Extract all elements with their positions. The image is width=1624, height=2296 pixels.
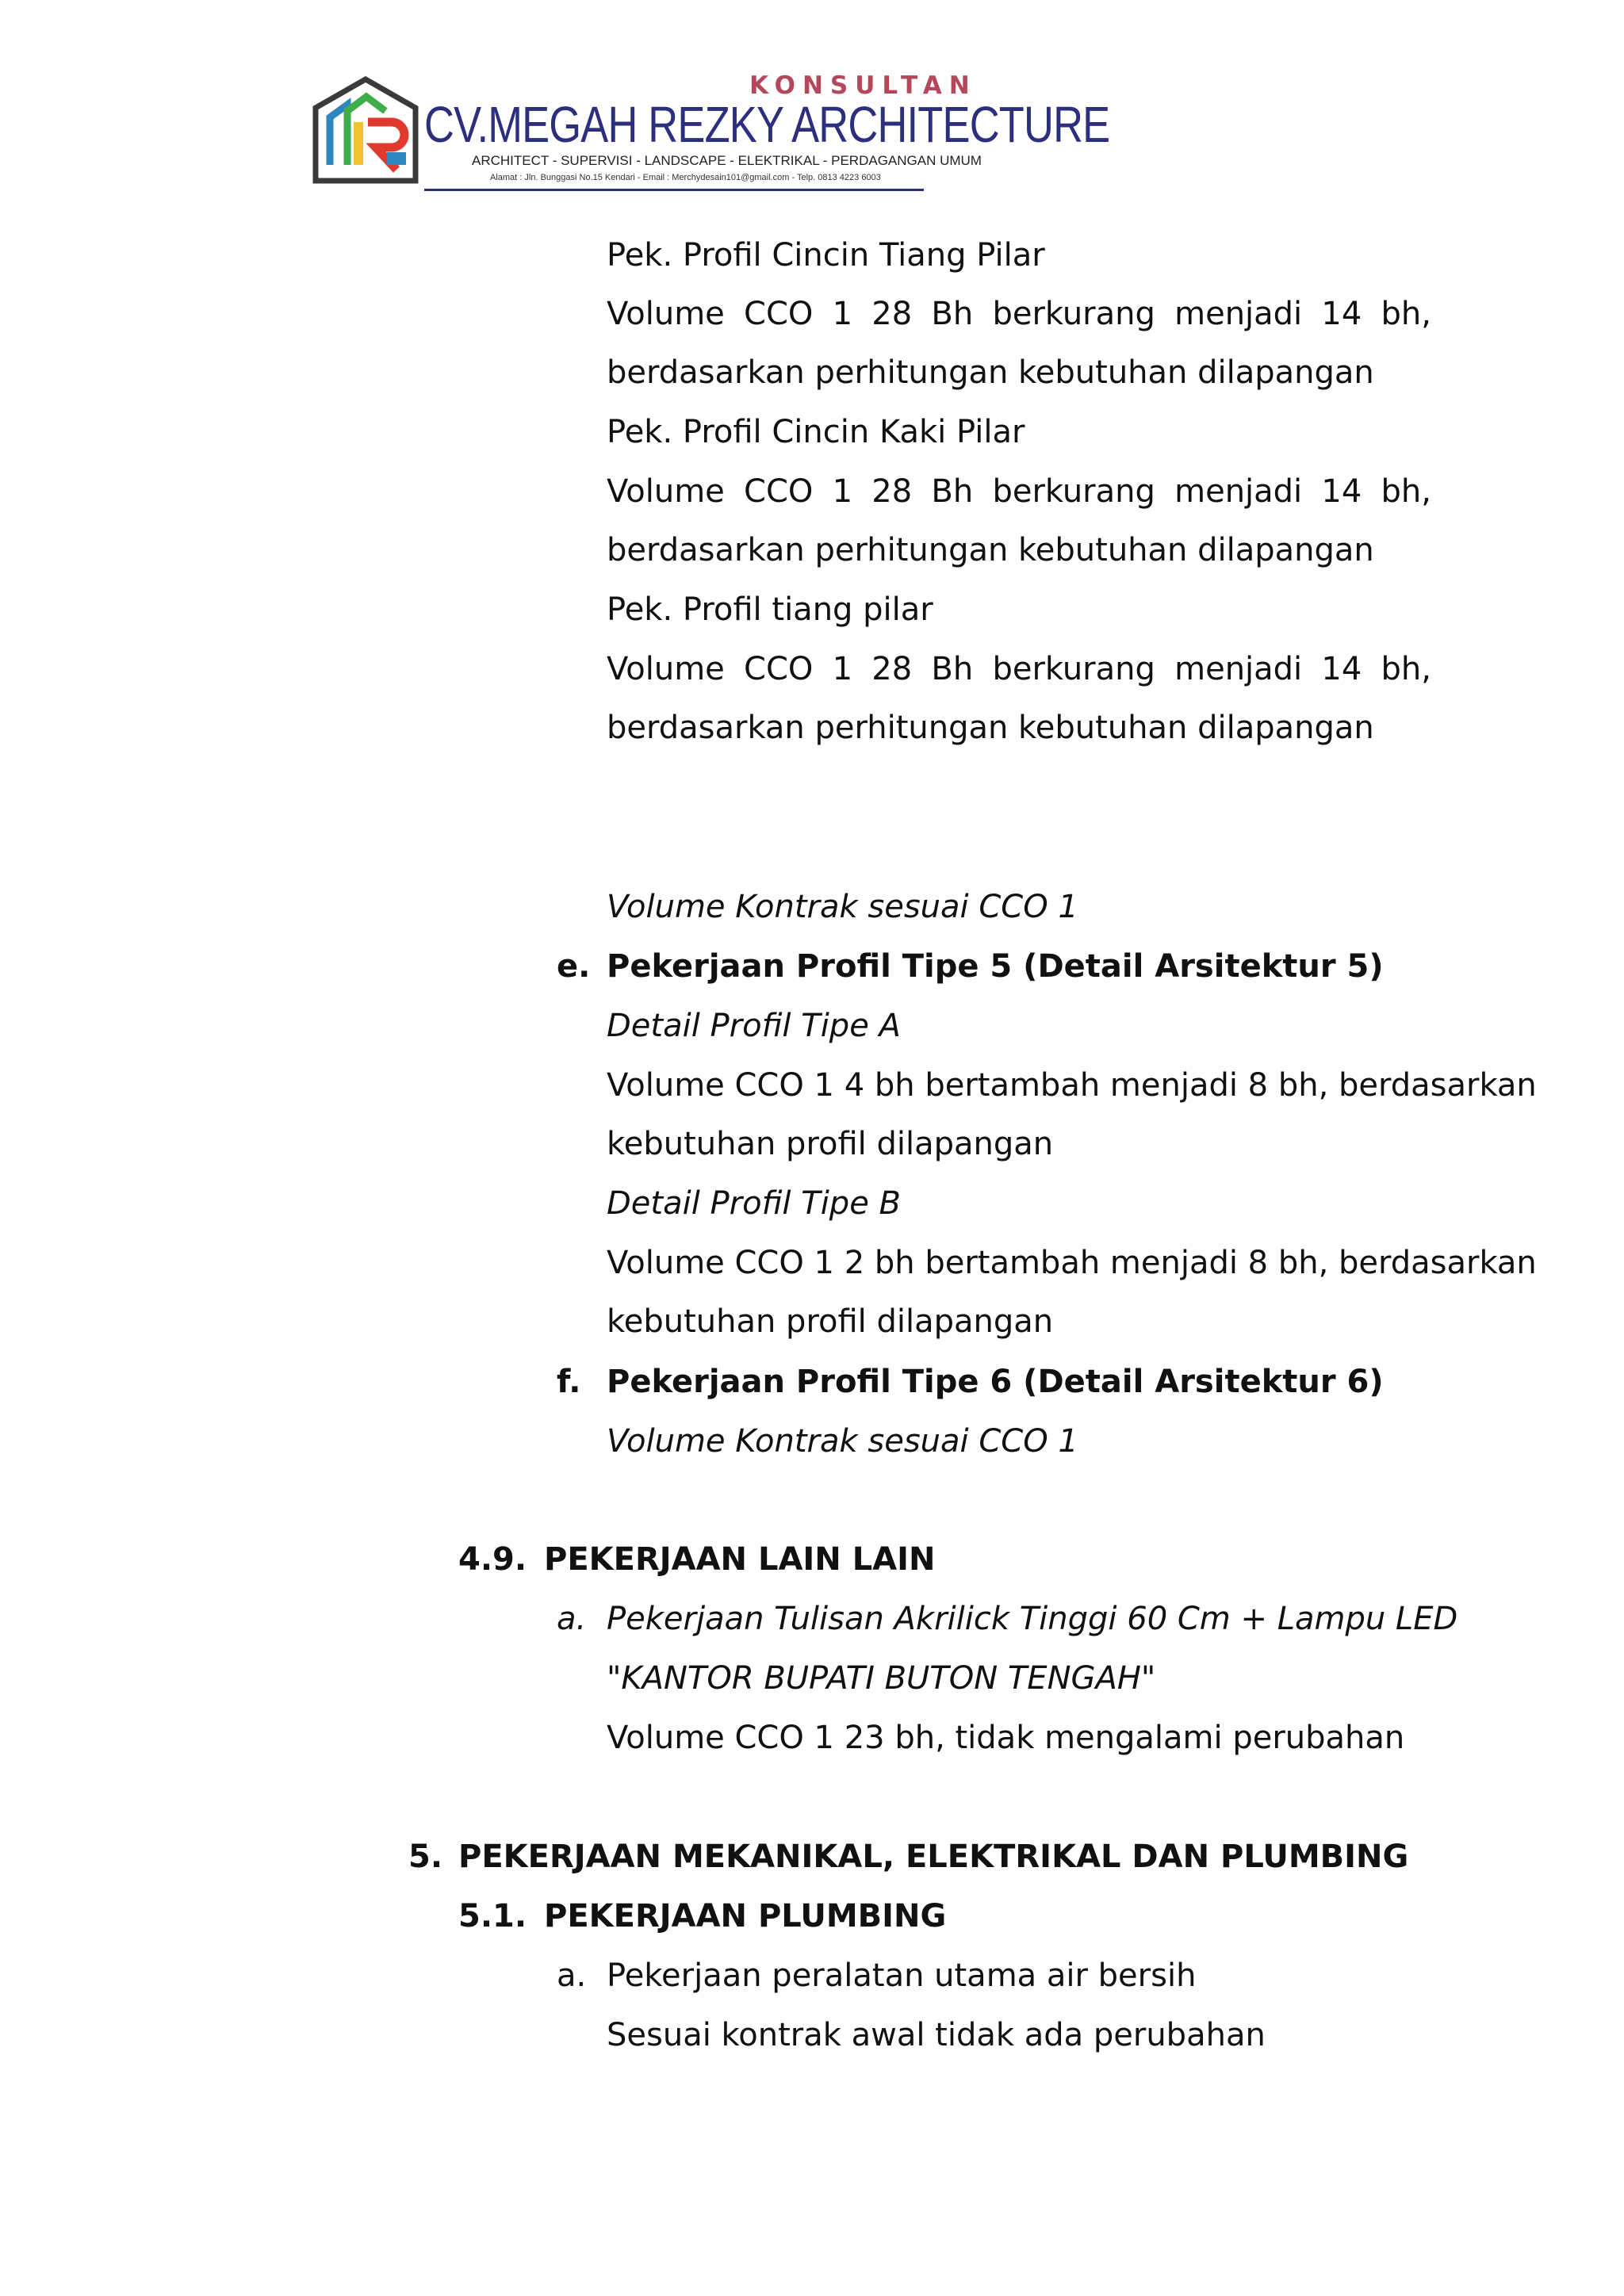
item-title-cincin-kaki: Pek. Profil Cincin Kaki Pilar [607, 414, 1025, 450]
item-title-cincin-tiang: Pek. Profil Cincin Tiang Pilar [607, 237, 1045, 274]
heading-profil-tipe-5: Pekerjaan Profil Tipe 5 (Detail Arsitektur 5) [607, 948, 1384, 985]
company-logo-icon [309, 76, 422, 187]
subheading-tipe-b: Detail Profil Tipe B [607, 1185, 901, 1222]
list-marker-5-1-a: a. [557, 1957, 587, 1994]
section-number-5-1: 5.1. [458, 1898, 527, 1934]
tipe-a-line-1: Volume CCO 1 4 bh bertambah menjadi 8 bh, berdasarkan [607, 1067, 1537, 1104]
header-divider [424, 189, 924, 191]
plumbing-line-2: Sesuai kontrak awal tidak ada perubahan [607, 2017, 1266, 2053]
item-line-cincin-tiang-2: berdasarkan perhitungan kebutuhan dilapangan [607, 354, 1374, 391]
section-number-4-9: 4.9. [458, 1541, 527, 1578]
item-line-cincin-tiang-1: Volume CCO 1 28 Bh berkurang menjadi 14 bh, [607, 296, 1431, 332]
list-marker-f: f. [557, 1364, 581, 1400]
plumbing-line-1: Pekerjaan peralatan utama air bersih [607, 1957, 1197, 1994]
item-line-tiang-pilar-1: Volume CCO 1 28 Bh berkurang menjadi 14 bh, [607, 651, 1431, 687]
kontrak-note-f: Volume Kontrak sesuai CCO 1 [607, 1423, 1078, 1460]
company-address: Alamat : Jln. Bunggasi No.15 Kendari - Email : Merchydesain101@gmail.com - Telp. 0813 4223 6003 [490, 173, 881, 182]
list-marker-e: e. [557, 948, 591, 985]
list-marker-4-9-a: a. [557, 1601, 587, 1637]
company-services: ARCHITECT - SUPERVISI - LANDSCAPE - ELEKTRIKAL - PERDAGANGAN UMUM [472, 153, 982, 168]
tipe-b-line-1: Volume CCO 1 2 bh bertambah menjadi 8 bh, berdasarkan [607, 1245, 1537, 1281]
heading-profil-tipe-6: Pekerjaan Profil Tipe 6 (Detail Arsitektur 6) [607, 1364, 1384, 1400]
item-line-cincin-kaki-2: berdasarkan perhitungan kebutuhan dilapangan [607, 532, 1374, 568]
section-title-lain-lain: PEKERJAAN LAIN LAIN [544, 1541, 936, 1578]
subheading-tipe-a: Detail Profil Tipe A [607, 1008, 901, 1044]
tulisan-akrilik-line-3: Volume CCO 1 23 bh, tidak mengalami perubahan [607, 1720, 1405, 1756]
section-number-5: 5. [408, 1839, 443, 1875]
item-line-tiang-pilar-2: berdasarkan perhitungan kebutuhan dilapangan [607, 710, 1374, 746]
company-name: CV.MEGAH REZKY ARCHITECTURE [424, 96, 1110, 153]
tulisan-akrilik-line-2: "KANTOR BUPATI BUTON TENGAH" [607, 1660, 1156, 1697]
section-title-mep: PEKERJAAN MEKANIKAL, ELEKTRIKAL DAN PLUMBING [458, 1839, 1409, 1875]
tulisan-akrilik-line-1: Pekerjaan Tulisan Akrilick Tinggi 60 Cm + Lampu LED [607, 1601, 1458, 1637]
item-title-tiang-pilar: Pek. Profil tiang pilar [607, 591, 933, 628]
tipe-a-line-2: kebutuhan profil dilapangan [607, 1126, 1054, 1162]
konsultan-label: KONSULTAN [749, 71, 977, 100]
section-title-plumbing: PEKERJAAN PLUMBING [544, 1898, 947, 1934]
kontrak-note-d: Volume Kontrak sesuai CCO 1 [607, 889, 1078, 925]
tipe-b-line-2: kebutuhan profil dilapangan [607, 1303, 1054, 1340]
item-line-cincin-kaki-1: Volume CCO 1 28 Bh berkurang menjadi 14 bh, [607, 473, 1431, 510]
